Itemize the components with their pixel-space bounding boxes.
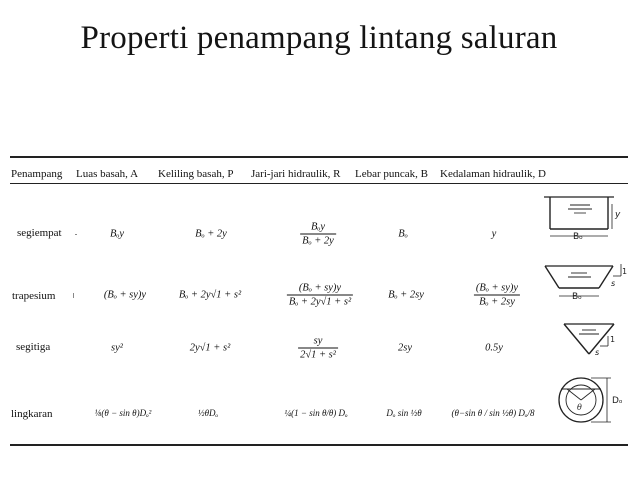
formula-radius-segitiga: [298, 336, 338, 361]
table-top-rule: [10, 156, 628, 158]
radius-numerator: Bₒy: [300, 222, 336, 235]
trap-run-label: s: [611, 279, 616, 288]
formula-perimeter-segitiga: 2y√1 + s²: [189, 342, 231, 354]
tri-run-label: s: [595, 348, 600, 357]
trap-width-label: Bₒ: [572, 292, 582, 302]
row-label-trapesium: trapesium: [12, 290, 56, 302]
formula-perimeter-lingkaran: ½θDₒ: [197, 408, 219, 418]
formula-area-lingkaran: ⅛(θ − sin θ)Dₒ²: [94, 408, 152, 418]
depth-denominator: Bₒ + 2sy: [479, 296, 515, 308]
formula-perimeter-segiempat: Bₒ + 2y: [195, 228, 227, 240]
formula-depth-segitiga: 0.5y: [485, 342, 503, 354]
page-title: Properti penampang lintang saluran: [80, 20, 558, 56]
radius-denominator: 2√1 + s²: [300, 349, 336, 361]
formula-radius-segiempat: [300, 222, 336, 247]
radius-numerator: sy: [298, 336, 338, 349]
row-label-segitiga: segitiga: [16, 341, 51, 353]
formula-top-width-lingkaran: Dₒ sin ½θ: [386, 408, 422, 418]
row-label-lingkaran: lingkaran: [11, 408, 53, 420]
formula-top-width-trapesium: Bₒ + 2sy: [388, 289, 424, 301]
formula-area-trapesium: (Bₒ + sy)y: [103, 289, 147, 301]
radius-numerator: (Bₒ + sy)y: [287, 283, 353, 296]
row-label-segiempat: segiempat: [17, 227, 62, 239]
formula-radius-lingkaran: ¼(1 − sin θ/θ) Dₒ: [284, 408, 348, 418]
radius-denominator: Bₒ + 2y: [302, 235, 334, 247]
header-radius: Jari-jari hidraulik, R: [251, 168, 341, 180]
header-depth: Kedalaman hidraulik, D: [440, 168, 546, 180]
circ-angle-label: θ: [577, 403, 582, 412]
header-area: Luas basah, A: [76, 168, 139, 180]
rect-width-label: Bₒ: [573, 232, 583, 242]
trap-rise-label: 1: [622, 267, 628, 276]
circ-diameter-label: Dₒ: [612, 396, 623, 406]
table-bottom-rule: [10, 444, 628, 446]
circle-section-icon: [555, 372, 630, 430]
header-top-width: Lebar puncak, B: [355, 168, 428, 180]
formula-top-width-segiempat: Bₒ: [398, 228, 408, 240]
header-section: Penampang: [11, 168, 63, 180]
formula-perimeter-trapesium: Bₒ + 2y√1 + s²: [178, 289, 242, 301]
trapezoid-section-icon: [541, 262, 631, 312]
formula-area-segiempat: Bₒy: [109, 228, 125, 240]
scan-mark: [75, 234, 77, 235]
formula-top-width-segitiga: 2sy: [398, 342, 412, 354]
tri-rise-label: 1: [610, 335, 616, 344]
scan-mark: [73, 293, 74, 298]
triangle-section-icon: [562, 318, 622, 360]
formula-depth-segiempat: y: [491, 228, 497, 240]
depth-numerator: (Bₒ + sy)y: [475, 282, 519, 294]
formula-depth-trapesium: [474, 283, 520, 308]
radius-denominator: Bₒ + 2y√1 + s²: [288, 296, 352, 308]
rectangle-section-icon: [542, 194, 632, 244]
header-bottom-rule: [10, 183, 628, 184]
header-perimeter: Keliling basah, P: [158, 168, 234, 180]
formula-radius-trapesium: [287, 283, 353, 308]
rect-depth-label: y: [615, 210, 621, 220]
formula-area-segitiga: sy²: [111, 342, 123, 354]
formula-depth-lingkaran: (θ−sin θ / sin ½θ) Dₒ/8: [451, 408, 535, 418]
